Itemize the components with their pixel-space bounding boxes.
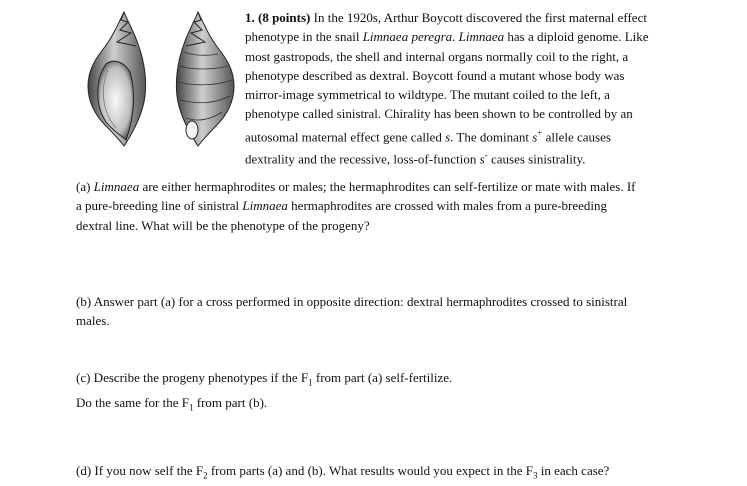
species-name: Limnaea peregra xyxy=(362,29,453,45)
allele-name: s xyxy=(532,129,538,145)
generation-subscript: 1 xyxy=(308,377,313,388)
intro-text: phenotype in the snail xyxy=(245,29,363,45)
question-text: hermaphrodites are crossed with males from a pure-breeding xyxy=(287,198,608,214)
problem-points: (8 points) xyxy=(258,10,311,25)
intro-line-7 xyxy=(245,124,685,147)
intro-line-2 xyxy=(245,27,685,46)
dextral-shell-icon xyxy=(176,12,234,146)
question-a xyxy=(76,177,684,235)
genus-name: Limnaea xyxy=(93,179,140,194)
sinistral-shell-icon xyxy=(88,12,146,146)
generation-subscript: 2 xyxy=(203,470,208,481)
problem-number: 1. xyxy=(245,10,255,25)
question-b xyxy=(76,292,684,331)
question-d xyxy=(76,461,684,486)
question-text: from part (a) self-fertilize. xyxy=(312,370,453,385)
intro-text: In the 1920s, Arthur Boycott discovered the first maternal effect xyxy=(313,10,647,25)
question-c xyxy=(76,368,684,418)
question-a-line-3: dextral line. What will be the phenotype of the progeny? xyxy=(76,217,370,233)
question-text: from part (b). xyxy=(193,394,268,410)
generation-subscript: 1 xyxy=(189,402,194,413)
intro-line-4: phenotype described as dextral. Boycott found a mutant whose body was xyxy=(245,67,625,83)
question-a-line-1 xyxy=(76,177,684,196)
question-text: (d) If you now self the F xyxy=(76,463,204,478)
question-text: Do the same for the F xyxy=(76,394,190,410)
allele-name: s xyxy=(479,151,485,167)
genus-name: Limnaea xyxy=(242,198,288,214)
question-b-line-1: (b) Answer part (a) for a cross performed in opposite direction: dextral hermaphrodites crossed to sinistral xyxy=(76,294,628,309)
intro-text: autosomal maternal effect gene called xyxy=(245,129,446,145)
allele-superscript: + xyxy=(537,127,543,138)
question-text: (c) Describe the progeny phenotypes if the F xyxy=(76,370,309,385)
question-text: a pure-breeding line of sinistral xyxy=(76,198,243,214)
intro-text: dextrality and the recessive, loss-of-function xyxy=(245,151,480,167)
problem-intro xyxy=(245,8,685,169)
question-d-line-1 xyxy=(76,461,684,486)
intro-line-3: most gastropods, the shell and internal organs normally coil to the right, a xyxy=(245,48,629,64)
intro-text: causes sinistrality. xyxy=(487,151,586,167)
intro-text: has a diploid genome. Like xyxy=(504,29,649,45)
intro-text: . xyxy=(452,29,459,45)
question-text: from parts (a) and (b). What results would you expect in the F xyxy=(207,463,533,478)
question-text: in each case? xyxy=(537,463,610,478)
snail-shells-illustration xyxy=(84,8,238,150)
generation-subscript: 3 xyxy=(533,470,538,481)
intro-text: . The dominant xyxy=(450,129,533,145)
question-text: are either hermaphrodites or males; the hermaphrodites can self-fertilize or mate with males. If xyxy=(139,179,636,194)
question-c-line-1 xyxy=(76,368,684,393)
question-a-line-2 xyxy=(76,196,684,215)
question-b-line-2: males. xyxy=(76,313,110,329)
gene-name: s xyxy=(445,129,451,145)
intro-line-8 xyxy=(245,146,685,169)
intro-text: allele causes xyxy=(542,129,611,145)
intro-line-6: phenotype called sinistral. Chirality has been shown to be controlled by an xyxy=(245,106,633,122)
intro-line-5: mirror-image symmetrical to wildtype. The mutant coiled to the left, a xyxy=(245,87,610,103)
intro-line-1 xyxy=(245,8,685,27)
question-label: (a) xyxy=(76,179,94,194)
genus-name: Limnaea xyxy=(458,29,505,45)
question-c-line-2 xyxy=(76,393,684,418)
allele-superscript: - xyxy=(484,150,488,161)
